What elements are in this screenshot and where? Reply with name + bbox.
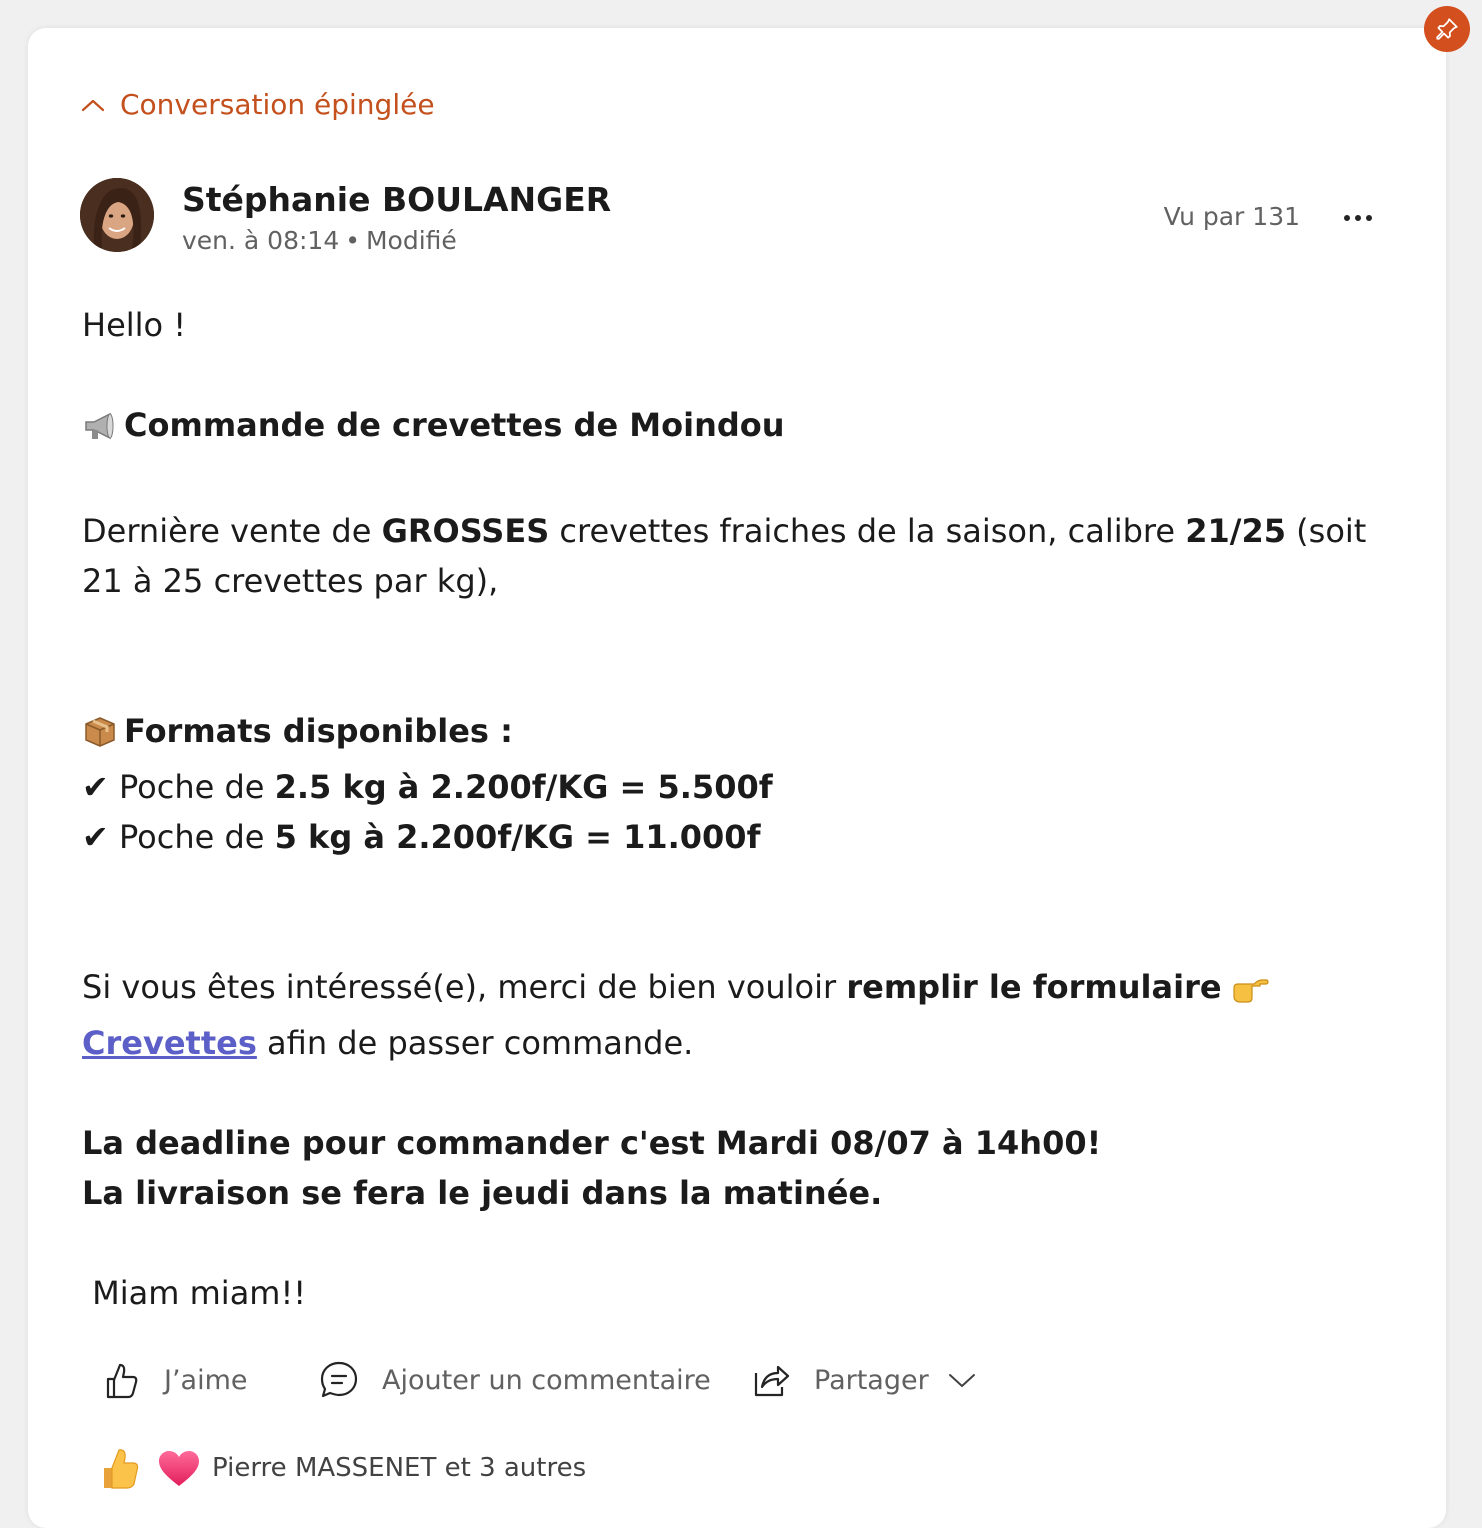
format-prefix: Poche de	[108, 818, 275, 856]
thumbs-up-icon	[100, 1359, 142, 1401]
intro-bold-1: GROSSES	[381, 512, 550, 550]
format-line-2	[82, 812, 1392, 862]
pointing-right-icon	[1232, 968, 1270, 1018]
comment-label: Ajouter un commentaire	[382, 1364, 711, 1396]
pinned-conversation-label: Conversation épinglée	[120, 88, 435, 121]
share-button[interactable]	[750, 1352, 977, 1408]
cta-bold: remplir le formulaire	[846, 968, 1222, 1006]
check-icon: ✔	[82, 768, 109, 806]
share-label: Partager	[814, 1364, 929, 1396]
delivery-text: La livraison se fera le jeudi dans la matinée.	[82, 1174, 883, 1212]
intro-paragraph	[82, 506, 1392, 606]
formats-title: Formats disponibles :	[124, 712, 513, 750]
reactions-summary[interactable]	[100, 1444, 586, 1492]
post-title: Commande de crevettes de Moindou	[124, 406, 785, 444]
check-icon: ✔	[82, 818, 109, 856]
reactions-text: Pierre MASSENET et 3 autres	[212, 1453, 587, 1483]
post-actions-bar	[100, 1352, 1100, 1412]
share-icon	[750, 1359, 792, 1401]
post-body	[82, 300, 1392, 1318]
format-detail: 5 kg à 2.200f/KG = 11.000f	[274, 818, 761, 856]
author-name[interactable]: Stéphanie BOULANGER	[182, 180, 612, 219]
format-line-1	[82, 762, 1392, 812]
edited-label: Modifié	[365, 226, 457, 255]
chevron-down-icon[interactable]	[947, 1370, 977, 1390]
greeting-text: Hello !	[82, 306, 187, 344]
like-button[interactable]	[100, 1352, 248, 1408]
meta-separator: •	[345, 226, 360, 255]
deadline-text: La deadline pour commander c'est Mardi 08/07 à 14h00!	[82, 1124, 1102, 1162]
format-prefix: Poche de	[108, 768, 275, 806]
intro-text-3: (soit 21 à 25 crevettes par kg),	[82, 512, 1367, 600]
pin-icon[interactable]	[1424, 6, 1470, 52]
chevron-up-icon	[80, 96, 106, 114]
seen-by-count[interactable]: Vu par 131	[1163, 202, 1300, 231]
more-options-icon[interactable]	[1344, 206, 1372, 230]
cta-paragraph	[82, 962, 1392, 1068]
like-label: J’aime	[164, 1364, 248, 1396]
add-comment-button[interactable]	[318, 1352, 711, 1408]
cta-text-1: Si vous êtes intéressé(e), merci de bien vouloir	[82, 968, 847, 1006]
thumbs-up-reaction-icon	[100, 1446, 140, 1490]
format-detail: 2.5 kg à 2.200f/KG = 5.500f	[274, 768, 773, 806]
heart-reaction-icon	[156, 1448, 202, 1488]
cta-text-2: afin de passer commande.	[256, 1024, 694, 1062]
intro-bold-2: 21/25	[1185, 512, 1286, 550]
megaphone-icon	[82, 406, 118, 456]
crevettes-form-link[interactable]: Crevettes	[82, 1024, 257, 1062]
intro-text-1: Dernière vente de	[82, 512, 382, 550]
avatar[interactable]	[80, 178, 154, 252]
post-meta	[182, 226, 457, 255]
closing-text: Miam miam!!	[82, 1274, 307, 1312]
package-icon	[82, 712, 118, 762]
post-header	[80, 178, 1380, 258]
post-title-line	[82, 400, 1392, 456]
pinned-conversation-toggle[interactable]	[80, 88, 435, 121]
formats-title-line	[82, 706, 1392, 762]
intro-text-2: crevettes fraiches de la saison, calibre	[549, 512, 1186, 550]
comment-icon	[318, 1359, 360, 1401]
post-time: ven. à 08:14	[182, 226, 340, 255]
